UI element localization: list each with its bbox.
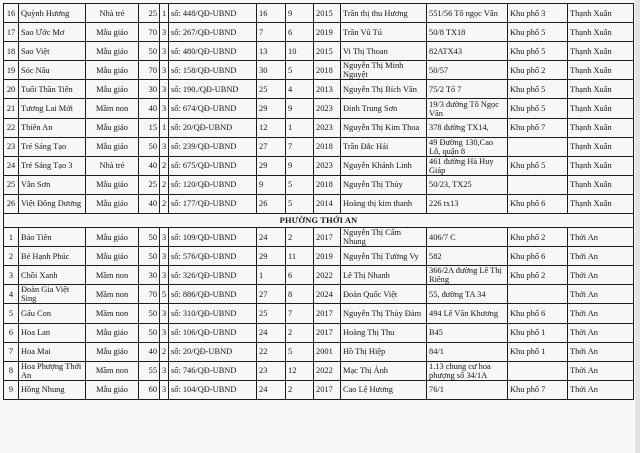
owner-name-cell: Trần thị thu Hương xyxy=(341,4,427,23)
ward-cell: Thạnh Xuân xyxy=(568,4,634,23)
owner-name-cell: Vi Thị Thoan xyxy=(341,42,427,61)
quarter-cell: Khu phố 6 xyxy=(508,194,568,213)
decision-day-cell: 27 xyxy=(257,137,286,156)
quarter-cell: Khu phố 5 xyxy=(508,80,568,99)
table-row xyxy=(4,194,634,213)
capacity-cell: 50 xyxy=(139,304,160,323)
quarter-cell: Khu phố 5 xyxy=(508,156,568,175)
decision-day-cell: 27 xyxy=(257,285,286,304)
address-cell: 406/7 C xyxy=(427,228,508,247)
decision-year-cell: 2023 xyxy=(314,156,341,175)
decision-month-cell: 7 xyxy=(286,304,314,323)
table-row xyxy=(4,80,634,99)
table-row xyxy=(4,99,634,118)
decision-number-cell: số: 120/QĐ-UBND xyxy=(169,175,257,194)
stt-cell: 4 xyxy=(4,285,19,304)
decision-year-cell: 2015 xyxy=(314,42,341,61)
capacity-cell: 55 xyxy=(139,361,160,380)
quarter-cell: Khu phố 2 xyxy=(508,61,568,80)
decision-day-cell: 29 xyxy=(257,99,286,118)
school-type-cell: Nhà trẻ xyxy=(86,156,139,175)
school-name-cell: Hoa Mai xyxy=(19,342,86,361)
school-type-cell: Mẫu giáo xyxy=(86,342,139,361)
school-name-cell: Trẻ Sáng Tạo xyxy=(19,137,86,156)
school-type-cell: Mẫu giáo xyxy=(86,42,139,61)
school-type-cell: Mầm non xyxy=(86,304,139,323)
decision-month-cell: 5 xyxy=(286,175,314,194)
decision-number-cell: số: 239/QĐ-UBND xyxy=(169,137,257,156)
stt-cell: 17 xyxy=(4,23,19,42)
stt-cell: 5 xyxy=(4,304,19,323)
ward-cell: Thới An xyxy=(568,285,634,304)
class-count-cell: 5 xyxy=(160,285,169,304)
address-cell: 75/2 Tổ 7 xyxy=(427,80,508,99)
quarter-cell: Khu phố 3 xyxy=(508,4,568,23)
address-cell: 551/56 Tô ngọc Vân xyxy=(427,4,508,23)
quarter-cell: Khu phố 5 xyxy=(508,23,568,42)
quarter-cell: Khu phố 6 xyxy=(508,247,568,266)
table-row xyxy=(4,4,634,23)
owner-name-cell: Hồ Thị Hiệp xyxy=(341,342,427,361)
stt-cell: 2 xyxy=(4,247,19,266)
school-name-cell: Việt Đông Dương xyxy=(19,194,86,213)
school-type-cell: Mầm non xyxy=(86,99,139,118)
capacity-cell: 70 xyxy=(139,23,160,42)
class-count-cell: 3 xyxy=(160,80,169,99)
decision-number-cell: số: 310/QĐ-UBND xyxy=(169,304,257,323)
decision-year-cell: 2024 xyxy=(314,285,341,304)
table-body xyxy=(4,4,634,400)
address-cell: 55, đường TA 34 xyxy=(427,285,508,304)
decision-day-cell: 9 xyxy=(257,175,286,194)
capacity-cell: 40 xyxy=(139,194,160,213)
table-row xyxy=(4,228,634,247)
decision-month-cell: 9 xyxy=(286,156,314,175)
class-count-cell: 3 xyxy=(160,247,169,266)
decision-number-cell: số: 674/QĐ-UBND xyxy=(169,99,257,118)
school-name-cell: Quỳnh Hương xyxy=(19,4,86,23)
school-name-cell: Trẻ Sáng Tạo 3 xyxy=(19,156,86,175)
school-name-cell: Hoa Lan xyxy=(19,323,86,342)
quarter-cell xyxy=(508,361,568,380)
capacity-cell: 50 xyxy=(139,228,160,247)
capacity-cell: 50 xyxy=(139,137,160,156)
table-row xyxy=(4,118,634,137)
school-type-cell: Mẫu giáo xyxy=(86,194,139,213)
ward-cell: Thới An xyxy=(568,266,634,285)
address-cell: 461 đường Hà Huy Giáp xyxy=(427,156,508,175)
ward-cell: Thạnh Xuân xyxy=(568,137,634,156)
quarter-cell: Khu phố 5 xyxy=(508,99,568,118)
capacity-cell: 50 xyxy=(139,323,160,342)
decision-year-cell: 2017 xyxy=(314,228,341,247)
school-type-cell: Mẫu giáo xyxy=(86,228,139,247)
class-count-cell: 3 xyxy=(160,228,169,247)
ward-cell: Thạnh Xuân xyxy=(568,118,634,137)
owner-name-cell: Cao Lệ Hương xyxy=(341,380,427,399)
table-row xyxy=(4,137,634,156)
ward-cell: Thạnh Xuân xyxy=(568,23,634,42)
table-row xyxy=(4,156,634,175)
table-row xyxy=(4,304,634,323)
ward-cell: Thạnh Xuân xyxy=(568,156,634,175)
stt-cell: 8 xyxy=(4,361,19,380)
decision-day-cell: 25 xyxy=(257,80,286,99)
school-name-cell: Hoa Phượng Thới An xyxy=(19,361,86,380)
ward-cell: Thới An xyxy=(568,228,634,247)
address-cell: 226 tx13 xyxy=(427,194,508,213)
address-cell: 366/2A đường Lê Thị Riêng xyxy=(427,266,508,285)
class-count-cell: 3 xyxy=(160,23,169,42)
stt-cell: 6 xyxy=(4,323,19,342)
class-count-cell: 3 xyxy=(160,380,169,399)
decision-day-cell: 13 xyxy=(257,42,286,61)
decision-month-cell: 6 xyxy=(286,266,314,285)
stt-cell: 16 xyxy=(4,4,19,23)
table-row xyxy=(4,175,634,194)
class-count-cell: 2 xyxy=(160,175,169,194)
school-name-cell: Đoàn Gia Việt Sing xyxy=(19,285,86,304)
stt-cell: 26 xyxy=(4,194,19,213)
decision-month-cell: 5 xyxy=(286,61,314,80)
school-name-cell: Chồi Xanh xyxy=(19,266,86,285)
stt-cell: 22 xyxy=(4,118,19,137)
decision-number-cell: số: 448/QĐ-UBND xyxy=(169,4,257,23)
decision-number-cell: số: 267/QĐ-UBND xyxy=(169,23,257,42)
decision-day-cell: 29 xyxy=(257,247,286,266)
address-cell: B45 xyxy=(427,323,508,342)
capacity-cell: 60 xyxy=(139,380,160,399)
stt-cell: 1 xyxy=(4,228,19,247)
decision-month-cell: 2 xyxy=(286,380,314,399)
ward-cell: Thạnh Xuân xyxy=(568,99,634,118)
decision-month-cell: 9 xyxy=(286,4,314,23)
school-type-cell: Mẫu giáo xyxy=(86,175,139,194)
ward-cell: Thạnh Xuân xyxy=(568,61,634,80)
school-name-cell: Thiên An xyxy=(19,118,86,137)
school-name-cell: Vân Sơn xyxy=(19,175,86,194)
class-count-cell: 3 xyxy=(160,61,169,80)
capacity-cell: 25 xyxy=(139,175,160,194)
owner-name-cell: Nguyễn Thị Thủy Đàm xyxy=(341,304,427,323)
address-cell: 494 Lê Văn Khương xyxy=(427,304,508,323)
quarter-cell xyxy=(508,175,568,194)
decision-month-cell: 7 xyxy=(286,137,314,156)
stt-cell: 7 xyxy=(4,342,19,361)
school-name-cell: Sóc Nâu xyxy=(19,61,86,80)
decision-month-cell: 5 xyxy=(286,342,314,361)
owner-name-cell: Nguyễn Thị Kim Thoa xyxy=(341,118,427,137)
decision-month-cell: 5 xyxy=(286,194,314,213)
table-row xyxy=(4,42,634,61)
stt-cell: 24 xyxy=(4,156,19,175)
decision-year-cell: 2019 xyxy=(314,23,341,42)
stt-cell: 21 xyxy=(4,99,19,118)
school-type-cell: Nhà trẻ xyxy=(86,4,139,23)
class-count-cell: 3 xyxy=(160,266,169,285)
owner-name-cell: Nguyễn Thị Cẩm Nhung xyxy=(341,228,427,247)
ward-cell: Thới An xyxy=(568,380,634,399)
decision-number-cell: số: 675/QĐ-UBND xyxy=(169,156,257,175)
class-count-cell: 3 xyxy=(160,99,169,118)
ward-cell: Thạnh Xuân xyxy=(568,175,634,194)
school-name-cell: Hồng Nhung xyxy=(19,380,86,399)
owner-name-cell: Hoàng Thị Thu xyxy=(341,323,427,342)
school-type-cell: Mầm non xyxy=(86,361,139,380)
school-name-cell: Gấu Con xyxy=(19,304,86,323)
ward-cell: Thới An xyxy=(568,247,634,266)
decision-year-cell: 2022 xyxy=(314,266,341,285)
section-header-row xyxy=(4,214,634,228)
table-row xyxy=(4,361,634,380)
decision-number-cell: số: 886/QĐ-UBND xyxy=(169,285,257,304)
address-cell: 82ATX43 xyxy=(427,42,508,61)
quarter-cell: Khu phố 2 xyxy=(508,266,568,285)
decision-number-cell: số: 20/QĐ-UBND xyxy=(169,118,257,137)
owner-name-cell: Đinh Trung Sơn xyxy=(341,99,427,118)
quarter-cell: Khu phố 2 xyxy=(508,228,568,247)
table-row xyxy=(4,23,634,42)
owner-name-cell: Mạc Thị Ánh xyxy=(341,361,427,380)
owner-name-cell: Lê Thị Nhanh xyxy=(341,266,427,285)
decision-day-cell: 16 xyxy=(257,4,286,23)
ward-cell: Thới An xyxy=(568,304,634,323)
decision-year-cell: 2018 xyxy=(314,61,341,80)
decision-month-cell: 1 xyxy=(286,118,314,137)
owner-name-cell: Nguyễn Thị Bích Vân xyxy=(341,80,427,99)
decision-number-cell: số: 20/QĐ-UBND xyxy=(169,342,257,361)
school-name-cell: Sao Việt xyxy=(19,42,86,61)
owner-name-cell: Nguyễn Thị Minh Nguyệt xyxy=(341,61,427,80)
stt-cell: 19 xyxy=(4,61,19,80)
decision-day-cell: 24 xyxy=(257,380,286,399)
owner-name-cell: Hoàng thị kim thanh xyxy=(341,194,427,213)
school-type-cell: Mẫu giáo xyxy=(86,61,139,80)
address-cell: 19/3 đường Tô Ngọc Vân xyxy=(427,99,508,118)
quarter-cell: Khu phố 7 xyxy=(508,380,568,399)
capacity-cell: 50 xyxy=(139,247,160,266)
table-row xyxy=(4,285,634,304)
decision-year-cell: 2017 xyxy=(314,323,341,342)
decision-number-cell: số: 109/QĐ-UBND xyxy=(169,228,257,247)
school-type-cell: Mẫu giáo xyxy=(86,137,139,156)
quarter-cell: Khu phố 1 xyxy=(508,323,568,342)
ward-cell: Thới An xyxy=(568,323,634,342)
table-row xyxy=(4,342,634,361)
capacity-cell: 15 xyxy=(139,118,160,137)
decision-year-cell: 2019 xyxy=(314,247,341,266)
owner-name-cell: Nguyễn Thị Thủy xyxy=(341,175,427,194)
capacity-cell: 40 xyxy=(139,99,160,118)
decision-day-cell: 7 xyxy=(257,23,286,42)
decision-number-cell: số: 326/QĐ-UBND xyxy=(169,266,257,285)
decision-month-cell: 9 xyxy=(286,99,314,118)
stt-cell: 20 xyxy=(4,80,19,99)
quarter-cell: Khu phố 7 xyxy=(508,118,568,137)
decision-day-cell: 23 xyxy=(257,361,286,380)
owner-name-cell: Trần Đắc Hải xyxy=(341,137,427,156)
decision-month-cell: 11 xyxy=(286,247,314,266)
school-name-cell: Tuổi Thần Tiên xyxy=(19,80,86,99)
decision-day-cell: 22 xyxy=(257,342,286,361)
address-cell: 50/23, TX25 xyxy=(427,175,508,194)
decision-day-cell: 26 xyxy=(257,194,286,213)
address-cell: 582 xyxy=(427,247,508,266)
decision-month-cell: 8 xyxy=(286,285,314,304)
address-cell: 1.13 chung cư hoa phượng số 34/1A xyxy=(427,361,508,380)
decision-year-cell: 2022 xyxy=(314,361,341,380)
school-name-cell: Bảo Tiên xyxy=(19,228,86,247)
decision-month-cell: 10 xyxy=(286,42,314,61)
class-count-cell: 3 xyxy=(160,304,169,323)
address-cell: 76/1 xyxy=(427,380,508,399)
quarter-cell xyxy=(508,285,568,304)
table-row xyxy=(4,247,634,266)
decision-year-cell: 2001 xyxy=(314,342,341,361)
decision-number-cell: số: 576/QĐ-UBND xyxy=(169,247,257,266)
decision-year-cell: 2014 xyxy=(314,194,341,213)
capacity-cell: 30 xyxy=(139,266,160,285)
capacity-cell: 50 xyxy=(139,42,160,61)
school-name-cell: Sao Ước Mơ xyxy=(19,23,86,42)
right-edge-strip xyxy=(635,0,640,453)
decision-day-cell: 25 xyxy=(257,304,286,323)
decision-day-cell: 1 xyxy=(257,266,286,285)
decision-year-cell: 2017 xyxy=(314,304,341,323)
capacity-cell: 25 xyxy=(139,4,160,23)
decision-number-cell: số: 177/QĐ-UBND xyxy=(169,194,257,213)
school-type-cell: Mẫu giáo xyxy=(86,23,139,42)
decision-year-cell: 2015 xyxy=(314,4,341,23)
school-type-cell: Mẫu giáo xyxy=(86,323,139,342)
class-count-cell: 2 xyxy=(160,194,169,213)
decision-year-cell: 2018 xyxy=(314,137,341,156)
quarter-cell: Khu phố 6 xyxy=(508,304,568,323)
class-count-cell: 3 xyxy=(160,361,169,380)
school-name-cell: Tương Lai Mới xyxy=(19,99,86,118)
table-row xyxy=(4,266,634,285)
class-count-cell: 2 xyxy=(160,156,169,175)
stt-cell: 23 xyxy=(4,137,19,156)
capacity-cell: 30 xyxy=(139,80,160,99)
decision-year-cell: 2017 xyxy=(314,380,341,399)
owner-name-cell: Nguyễn Thị Tường Vy xyxy=(341,247,427,266)
decision-number-cell: số: 104/QĐ-UBND xyxy=(169,380,257,399)
decision-month-cell: 12 xyxy=(286,361,314,380)
decision-year-cell: 2023 xyxy=(314,99,341,118)
class-count-cell: 1 xyxy=(160,118,169,137)
class-count-cell: 3 xyxy=(160,42,169,61)
decision-year-cell: 2023 xyxy=(314,118,341,137)
ward-cell: Thạnh Xuân xyxy=(568,80,634,99)
class-count-cell: 2 xyxy=(160,342,169,361)
owner-name-cell: Đoàn Quốc Việt xyxy=(341,285,427,304)
table-row xyxy=(4,61,634,80)
decision-day-cell: 29 xyxy=(257,156,286,175)
school-type-cell: Mẫu giáo xyxy=(86,118,139,137)
decision-number-cell: số: 480/QĐ-UBND xyxy=(169,42,257,61)
ward-cell: Thạnh Xuân xyxy=(568,42,634,61)
school-type-cell: Mẫu giáo xyxy=(86,380,139,399)
school-name-cell: Bé Hạnh Phúc xyxy=(19,247,86,266)
school-type-cell: Mầm non xyxy=(86,266,139,285)
capacity-cell: 70 xyxy=(139,285,160,304)
ward-cell: Thới An xyxy=(568,361,634,380)
decision-number-cell: số: 158/QĐ-UBND xyxy=(169,61,257,80)
address-cell: 50/57 xyxy=(427,61,508,80)
ward-cell: Thạnh Xuân xyxy=(568,194,634,213)
decision-day-cell: 24 xyxy=(257,228,286,247)
decision-day-cell: 12 xyxy=(257,118,286,137)
decision-month-cell: 4 xyxy=(286,80,314,99)
address-cell: 378 đường TX14, xyxy=(427,118,508,137)
ward-cell: Thới An xyxy=(568,342,634,361)
capacity-cell: 40 xyxy=(139,342,160,361)
class-count-cell: 3 xyxy=(160,323,169,342)
decision-number-cell: số: 190./QĐ-UBND xyxy=(169,80,257,99)
stt-cell: 25 xyxy=(4,175,19,194)
stt-cell: 3 xyxy=(4,266,19,285)
kindergarten-table xyxy=(3,3,634,400)
owner-name-cell: Nguyễn Khánh Linh xyxy=(341,156,427,175)
school-type-cell: Mầm non xyxy=(86,285,139,304)
capacity-cell: 70 xyxy=(139,61,160,80)
school-type-cell: Mẫu giáo xyxy=(86,247,139,266)
decision-day-cell: 30 xyxy=(257,61,286,80)
quarter-cell xyxy=(508,137,568,156)
stt-cell: 9 xyxy=(4,380,19,399)
table-row xyxy=(4,380,634,399)
section-title: PHƯỜNG THỚI AN xyxy=(4,214,634,228)
class-count-cell: 1 xyxy=(160,4,169,23)
address-cell: 50/8 TX18 xyxy=(427,23,508,42)
decision-year-cell: 2018 xyxy=(314,175,341,194)
school-type-cell: Mẫu giáo xyxy=(86,80,139,99)
decision-day-cell: 24 xyxy=(257,323,286,342)
decision-number-cell: số: 746/QĐ-UBND xyxy=(169,361,257,380)
stt-cell: 18 xyxy=(4,42,19,61)
decision-month-cell: 2 xyxy=(286,323,314,342)
decision-month-cell: 6 xyxy=(286,23,314,42)
address-cell: 84/1 xyxy=(427,342,508,361)
quarter-cell: Khu phố 5 xyxy=(508,42,568,61)
decision-number-cell: số: 106/QĐ-UBND xyxy=(169,323,257,342)
decision-year-cell: 2013 xyxy=(314,80,341,99)
table-row xyxy=(4,323,634,342)
capacity-cell: 40 xyxy=(139,156,160,175)
address-cell: 49 Đường 130,Cao Lỗ, quận 8 xyxy=(427,137,508,156)
class-count-cell: 3 xyxy=(160,137,169,156)
decision-month-cell: 2 xyxy=(286,228,314,247)
quarter-cell: Khu phố 1 xyxy=(508,342,568,361)
owner-name-cell: Trần Vũ Tú xyxy=(341,23,427,42)
